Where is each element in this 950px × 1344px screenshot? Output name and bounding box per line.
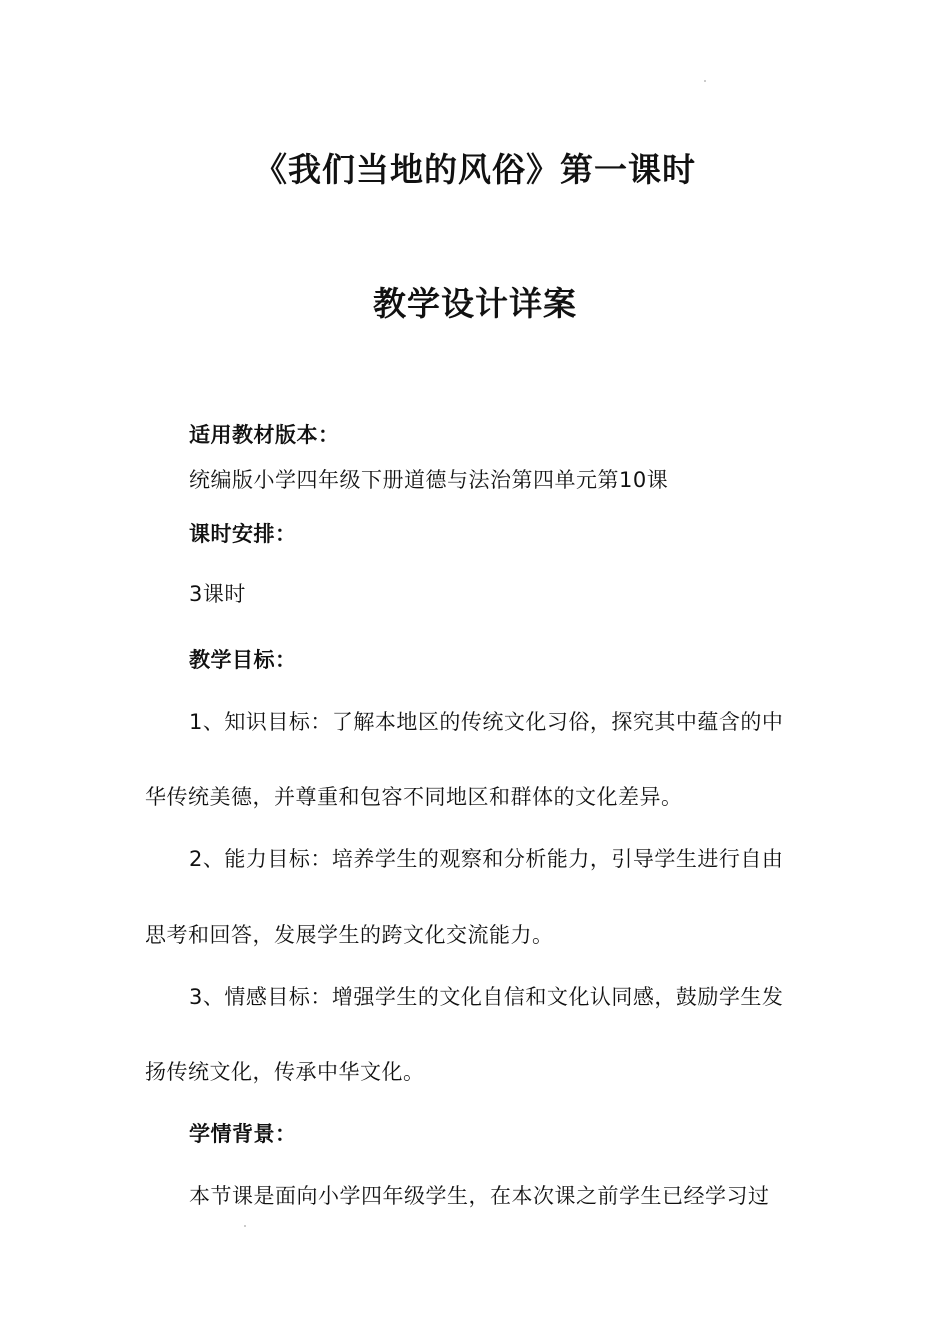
goal-2-line-1: 2、能力目标：培养学生的观察和分析能力，引导学生进行自由 [189, 847, 784, 871]
background-heading: 学情背景： [189, 1122, 297, 1146]
goal-3-line-1: 3、情感目标：增强学生的文化自信和文化认同感，鼓励学生发 [189, 985, 784, 1009]
goal-3-line-2: 扬传统文化，传承中华文化。 [145, 1060, 425, 1084]
goals-heading: 教学目标： [189, 648, 297, 672]
scan-speck [704, 80, 706, 82]
goal-2-line-2: 思考和回答，发展学生的跨文化交流能力。 [145, 923, 554, 947]
goal-1-line-1: 1、知识目标：了解本地区的传统文化习俗，探究其中蕴含的中 [189, 710, 784, 734]
document-title: 《我们当地的风俗》第一课时 [254, 150, 696, 189]
textbook-heading: 适用教材版本： [189, 423, 340, 447]
schedule-value: 3课时 [189, 582, 246, 606]
goal-1-line-2: 华传统美德，并尊重和包容不同地区和群体的文化差异。 [145, 785, 683, 809]
document-subtitle: 教学设计详案 [373, 284, 577, 323]
background-line-1: 本节课是面向小学四年级学生，在本次课之前学生已经学习过 [189, 1184, 770, 1208]
scan-speck [244, 1225, 246, 1227]
schedule-heading: 课时安排： [189, 522, 297, 546]
textbook-value: 统编版小学四年级下册道德与法治第四单元第10课 [189, 468, 669, 492]
